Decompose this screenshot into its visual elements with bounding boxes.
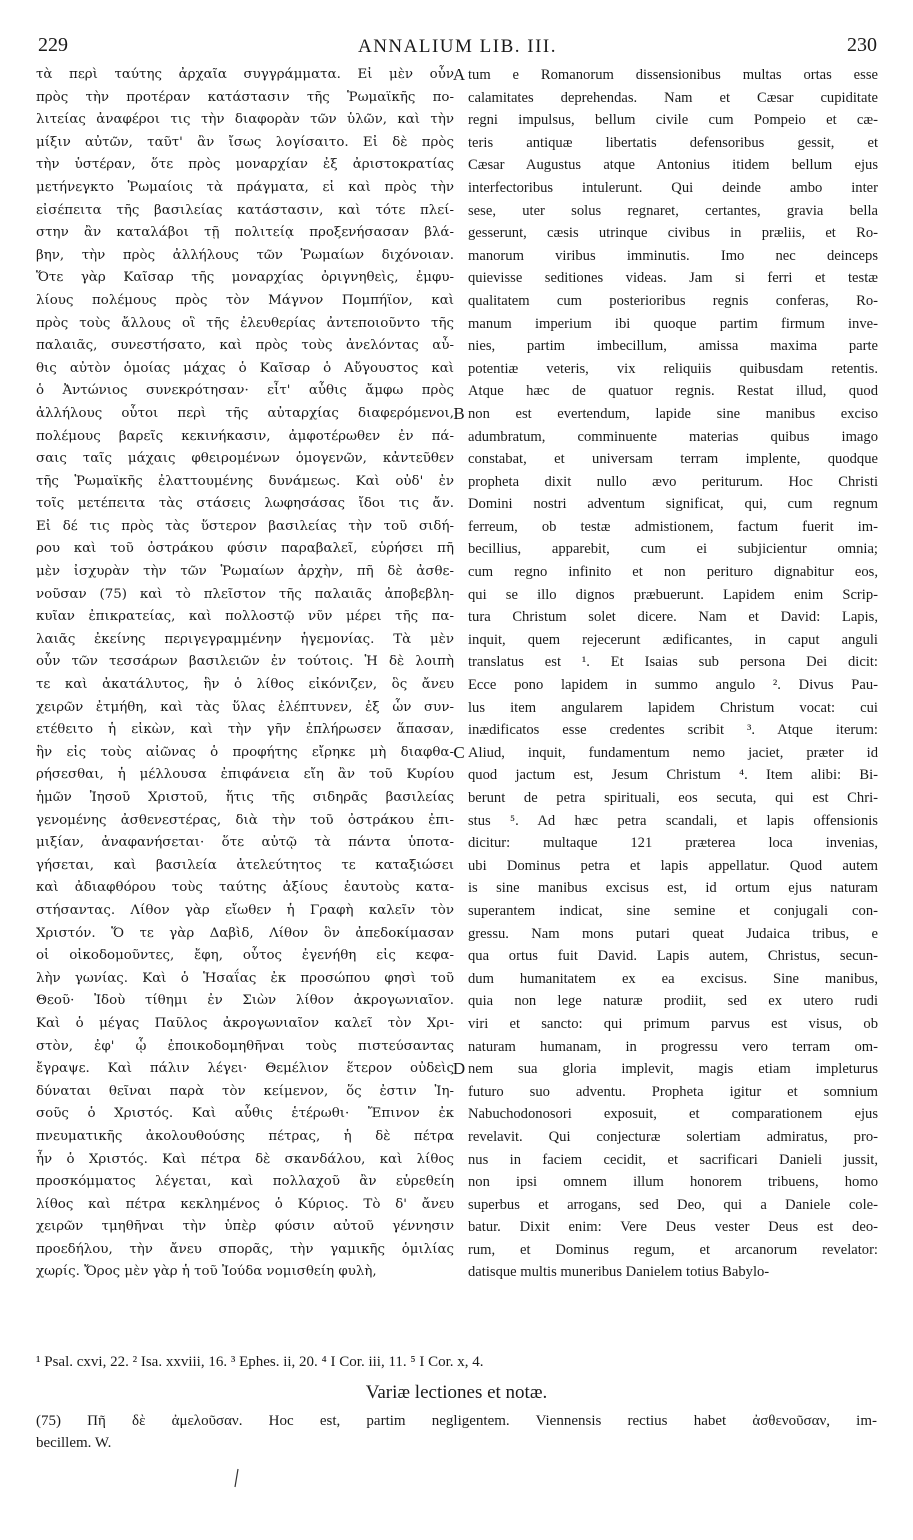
greek-text-line: λιτείας ἀναφέροι τις τὴν διαφορὰν τῶν ὑλῶν, καὶ τὴν — [36, 112, 454, 128]
greek-text-line: ἀλλήλους οὗτοι περὶ τῆς αὐταρχίας διαφερόμενοι, — [36, 405, 454, 421]
greek-text-line: σαις ταῖς μάχαις φθειρομένων ὁμογενῶν, κἀντεῦθεν — [36, 451, 454, 467]
latin-text-line: Ecce pono lapidem in summo angulo ². Divus Pau- — [468, 677, 878, 694]
footnotes: ¹ Psal. cxvi, 22. ² Isa. xxviii, 16. ³ Ephes. ii, 20. ⁴ I Cor. iii, 11. ⁵ I Cor. x, 4. — [36, 1354, 484, 1370]
greek-text-line: χειρῶν τμηθῆναι τὴν ὑπὲρ φύσιν αὐτοῦ γέννησιν — [36, 1219, 454, 1235]
stray-mark — [232, 1468, 242, 1488]
latin-text-line: Atque hæc de quatuor regnis. Restat illud, quod — [468, 383, 878, 400]
greek-text-line: καὶ ἀδιαφθόρου τοὺς ταύτης ἀξίους ἑαυτοὺς κατα- — [36, 880, 454, 896]
greek-text-line: μίξιν αὐτῶν, ταῦτ' ἂν ἴσως λογίσαιτο. Εἰ δὲ πρὸς — [36, 134, 454, 150]
greek-text-column — [36, 64, 454, 1346]
latin-text-line: is sine manibus excisus est, id ortum ejus naturam — [468, 880, 878, 897]
latin-text-line: constabat, et universam terram implente, quodque — [468, 451, 878, 468]
greek-text-line: νοῦσαν (75) καὶ τὸ πλεῖστον τῆς παλαιᾶς ἀποβεβλη- — [36, 586, 454, 602]
greek-text-line: ἡμῶν Ἰησοῦ Χριστοῦ, ἥτις τῆς σιδηρᾶς βασιλείας — [36, 790, 454, 805]
greek-text-line: Χριστόν. Ὅ τε γὰρ Δαβὶδ, Λίθον ὃν ἀπεδοκίμασαν — [36, 925, 454, 941]
latin-text-line: stus ⁵. Ad hæc petra scandali, et lapis offensionis — [468, 812, 878, 829]
latin-text-column — [468, 64, 878, 1346]
section-marker: C — [453, 743, 465, 762]
greek-text-line: οὖν τῶν τεσσάρων βασιλειῶν ἐν τούτοις. Ἡ δὲ λοιπὴ — [36, 654, 454, 670]
greek-text-line: μετήνεγκτο Ῥωμαίοις τὰ πράγματα, εἰ καὶ πρὸς τὴν — [36, 179, 454, 195]
latin-text-line: qualitatem cum posterioribus regnis conferas, Ro- — [468, 292, 878, 309]
latin-text-line: potentiæ veteris, vix reliquiis quibusdam retentis. — [468, 360, 878, 377]
page-number-left: 229 — [38, 34, 68, 56]
greek-text-line: πρὸς τὴν προτέραν κατάστασιν τῆς Ῥωμαϊκῆς πο- — [36, 89, 454, 105]
latin-text-line: futuro suo adventu. Propheta igitur et somnium — [468, 1083, 878, 1100]
section-markers — [449, 64, 469, 1346]
latin-text-line: rum, et Dominus regum, et arcanorum revelator: — [468, 1241, 878, 1258]
section-marker: B — [453, 404, 465, 423]
greek-text-line: πολέμους βαρεῖς κεκινήκασιν, ἀμφοτέρωθεν ἐν πά- — [36, 428, 454, 444]
latin-text-line: superantem indicat, sine semine et conjugali con- — [468, 902, 878, 919]
latin-text-line: manum imperium ibi quoque partim firmum inve- — [468, 315, 878, 332]
greek-text-line: χειρῶν ἐτμήθη, καὶ τὰς ὕλας ἐλέπτυνεν, ἐξ ὧν συν- — [36, 699, 454, 715]
greek-text-line: γενομένης ἀσθενεστέρας, διὰ τὴν τοῦ ὀστράκου ἐπι- — [36, 812, 454, 828]
latin-text-line: cum regno infinito et non perituro dignabitur eos, — [468, 564, 878, 581]
greek-text-line: ετέθειτο ἡ εἰκὼν, καὶ τὴν γῆν ἐπλήρωσεν ἅπασαν, — [36, 722, 454, 738]
greek-text-line: δύναται θεῖναι παρὰ τὸν κείμενον, ὅς ἐστιν Ἰη- — [36, 1083, 454, 1099]
note-text-line: (75) Πῆ δὲ ἀμελοῦσαν. Hoc est, partim negligentem. Viennensis rectius habet ἀσθενοῦσαν, im- — [36, 1413, 877, 1429]
greek-text-line: χωρίς. Ὄρος μὲν γὰρ ἡ τοῦ Ἰούδα νομισθείη φυλὴ, — [36, 1264, 377, 1280]
greek-text-line: παλαιᾶς, συνεστήσατο, καὶ πρὸς τοὺς ἀνελόντας αὖ- — [36, 338, 454, 354]
greek-text-line: ἔγραψε. Καὶ πάλιν λέγει· Θεμέλιον ἕτερον οὐδεὶς — [36, 1061, 454, 1077]
latin-text-line: gressu. Nam mons putari queat Judaica tribus, e — [468, 925, 878, 942]
latin-text-line: viri et sancto: qui primum parvus est visus, ob — [468, 1015, 878, 1032]
greek-text-line: τὰ περὶ ταύτης ἀρχαῖα συγγράμματα. Εἰ μὲν οὖν — [36, 67, 454, 82]
latin-text-line: dum humanitatem ex ea excisus. Sine manibus, — [468, 970, 878, 987]
latin-text-line: batur. Dixit enim: Vere Deus vester Deus est deo- — [468, 1219, 878, 1236]
greek-text-line: στήσαντας. Λίθον γὰρ εἴωθεν ἡ Γραφὴ καλεῖν τὸν — [36, 902, 454, 918]
greek-text-line: σοῦς ὁ Χριστός. Καὶ αὖθις ἑτέρωθι· Ἔπινον ἐκ — [36, 1106, 454, 1122]
latin-text-line: ubi Dominus petra et lapis appellatur. Quod autem — [468, 857, 878, 874]
latin-text-line: nem sua gloria implevit, magis etiam impleturus — [468, 1061, 878, 1078]
latin-text-line: qua ortus fuit David. Lapis autem, Christus, secun- — [468, 948, 878, 965]
latin-text-line: nies, partim imbecillum, amissa maxima parte — [468, 338, 878, 355]
latin-text-line: regni impulsus, bellum civile cum Pompeio et cæ- — [468, 112, 878, 129]
latin-text-line: tura Christum solet dicere. Nam et David: Lapis, — [468, 609, 878, 626]
latin-text-line: ferreum, ob testæ admistionem, factum fuerit im- — [468, 518, 878, 535]
latin-text-line: inquit, quem rejecerunt ædificantes, in caput anguli — [468, 631, 878, 648]
latin-text-line: translatus est ¹. Et Isaias sub persona Dei dicit: — [468, 654, 878, 671]
latin-text-line: calamitates deprehendas. Nam et Cæsar cupiditate — [468, 89, 878, 106]
latin-text-line: quia non lege naturæ prodiit, sed ex utero rudi — [468, 993, 878, 1010]
running-title: ANNALIUM LIB. III. — [357, 36, 558, 57]
page-header — [38, 34, 877, 60]
latin-text-line: quod jactum est, Jesum Christum ⁴. Item alibi: Bi- — [468, 767, 878, 784]
section-marker: D — [452, 1059, 466, 1079]
greek-text-line: Θεοῦ· Ἰδοὺ τίθημι ἐν Σιὼν λίθον ἀκρογωνιαῖον. — [36, 993, 454, 1009]
greek-text-line: Ὅτε γὰρ Καῖσαρ τῆς μοναρχίας ὀριγνηθεὶς, ἐμφυ- — [36, 270, 454, 286]
variant-note — [36, 1410, 877, 1454]
greek-text-line: τὴν ὑστέραν, ὅτε πρὸς μοναρχίαν ἐξ ἀριστοκρατίας — [36, 157, 454, 173]
greek-text-line: Καὶ ὁ μέγας Παῦλος ἀκρογωνιαῖον καλεῖ τὸν Χρι- — [36, 1015, 454, 1031]
greek-text-line: προσκόμματος λέγεται, καὶ πολλαχοῦ ἂν εὑρεθείη — [36, 1174, 454, 1190]
greek-text-line: στην ἂν καταλάβοι τῇ πολιτείᾳ προξενήσασαν βλά- — [36, 225, 454, 241]
notes-title: Variæ lectiones et notæ. — [365, 1382, 548, 1403]
latin-text-line: quievisse seditiones videas. Jam si ferri et testæ — [468, 270, 878, 287]
greek-text-line: Εἰ δέ τις πρὸς τὰς ὕστερον βασιλείας τὴν τοῦ σιδή- — [36, 518, 454, 534]
latin-text-line: dicitur: multaque 121 præterea loca invenias, — [468, 835, 878, 852]
latin-text-line: non ipsi omnem illum honorem tribuens, homo — [468, 1174, 878, 1191]
latin-text-line: datisque multis muneribus Danielem totius Babylo- — [468, 1264, 770, 1281]
latin-text-line: revelavit. Qui conjecturæ solertiam admiratus, pro- — [468, 1128, 878, 1145]
greek-text-line: εἰσέπειτα τῆς βασιλείας κατάστασιν, καὶ τότε πλεί- — [36, 202, 454, 218]
greek-text-line: στὸν, ἐφ' ᾧ ἐποικοδομηθῆναι τοὺς πιστεύσαντας — [36, 1038, 454, 1054]
latin-text-line: interfectoribus intulerunt. Qui deinde ambo inter — [468, 179, 878, 196]
greek-text-line: κυῖαν ἐπικρατείας, καὶ πολλοστῷ νῦν μέρει τῆς πα- — [36, 609, 454, 625]
latin-text-line: inædificatos esse credentes scribit ³. Atque iterum: — [468, 722, 878, 739]
latin-text-line: Domini nostri adventum significat, qui, cum regnum — [468, 496, 878, 513]
greek-text-line: τοῖς μετέπειτα τὰς στάσεις λωφησάσας ἴδοι τις ἄν. — [36, 496, 454, 512]
greek-text-line: θις αὐτὸν ὁμοίας μάχας ὁ Καῖσαρ ὁ Αὔγουστος καὶ — [36, 360, 454, 376]
greek-text-line: λίθος καὶ πέτρα κεκλημένος ὁ Κύριος. Τὸ δ' ἄνευ — [36, 1196, 454, 1212]
greek-text-line: λὴν γωνίας. Καὶ ὁ Ἡσαΐας ἐκ προσώπου φησὶ τοῦ — [36, 970, 454, 986]
note-text-line: becillem. W. — [36, 1435, 112, 1451]
greek-text-line: ἣν εἰς τοὺς αἰῶνας ὁ προφήτης εἴρηκε μὴ διαφθα- — [36, 744, 454, 760]
greek-text-line: λίους πολέμους πρὸς τὸν Μάγνον Πομπήϊον, καὶ — [36, 292, 454, 308]
latin-text-line: berunt de petra spirituali, eos secuta, qui est Chri- — [468, 790, 878, 806]
greek-text-line: προεδήλου, τὴν ἄνευ σπορᾶς, τὴν γαμικῆς ὁμιλίας — [36, 1241, 454, 1257]
latin-text-line: naturam humanam, in progressu vero terram om- — [468, 1038, 878, 1055]
latin-text-line: tum e Romanorum dissensionibus multas ortas esse — [468, 67, 878, 83]
latin-text-line: becillius, apparebit, cum ei subjicientur omnia; — [468, 541, 878, 558]
latin-text-line: manorum viribus imminutis. Imo nec deinceps — [468, 247, 878, 264]
greek-text-line: τῆς Ῥωμαϊκῆς ἐλαττουμένης δυνάμεως. Καὶ οὐδ' ἐν — [36, 473, 454, 489]
latin-text-line: propheta dixit nullo ævo periturum. Hoc Christi — [468, 473, 878, 490]
greek-text-line: οἱ οἰκοδομοῦντες, ἔφη, οὗτος ἐγενήθη εἰς κεφα- — [36, 948, 454, 964]
greek-text-line: μιξίαν, ἀναφανήσεται· ὅτε αὐτῷ τὰ πάντα ὑποτα- — [36, 835, 454, 851]
greek-text-line: λαιᾶς ἐκείνης περιγεγραμμένην ἡγεμονίας. Τὰ μὲν — [36, 631, 454, 647]
latin-text-line: qui se illo dignos præbuerunt. Lapidem enim Scrip- — [468, 586, 878, 603]
latin-text-line: Cæsar Augustus atque Antonius itidem bellum ejus — [468, 157, 878, 174]
latin-text-line: sese, uter solus regnaret, certantes, gravia bella — [468, 202, 878, 219]
greek-text-line: πρὸς τοὺς ἄλλους οἳ τῆς ἐλευθερίας ἀντεποιοῦντο τῆς — [36, 315, 454, 331]
latin-text-line: Nabuchodonosori exposuit, et comparationem ejus — [468, 1106, 878, 1123]
greek-text-line: ρήσεσθαι, ἡ μέλλουσα ἐπιφάνεια εἴη ἂν τοῦ Κυρίου — [36, 767, 454, 783]
greek-text-line: πνευματικῆς ἀκολουθούσης πέτρας, ἡ δὲ πέτρα — [36, 1128, 454, 1144]
latin-text-line: non est evertendum, lapide sine manibus exciso — [468, 405, 878, 422]
latin-text-line: lus item angularem lapidem Christum vocat: cui — [468, 699, 878, 716]
section-marker: A — [452, 65, 466, 84]
latin-text-line: teris antiquæ libertatis defensoribus gessit, et — [468, 134, 878, 151]
greek-text-line: γήσεται, καὶ βασιλεία ἀτελεύτητος τε καταξιώσει — [36, 857, 454, 873]
greek-text-line: ρου καὶ τοῦ ὀστράκου φύσιν παραβαλεῖ, εὑρήσει πῆ — [36, 541, 454, 557]
latin-text-line: Aliud, inquit, fundamentum nemo jaciet, præter id — [468, 744, 878, 761]
latin-text-line: adumbratum, comminuente materias quibus imago — [468, 428, 878, 445]
greek-text-line: μὲν ἰσχυρὰν τὴν τῶν Ῥωμαίων ἀρχὴν, πῆ δὲ ἀσθε- — [36, 564, 454, 580]
latin-text-line: gesserunt, cæsis utrinque civibus in præliis, et Ro- — [468, 225, 878, 242]
greek-text-line: τε καὶ ἀκατάλυτος, ἣν ὁ λίθος εἰκόνιζεν, ὃς ἄνευ — [36, 677, 454, 693]
latin-text-line: nus in faciem cecidit, et sacrificari Danieli jussit, — [468, 1151, 878, 1168]
greek-text-line: ἦν ὁ Χριστός. Καὶ πέτρα δὲ σκανδάλου, καὶ λίθος — [36, 1151, 454, 1167]
greek-text-line: ὁ Ἀντώνιος συνεκρότησαν· εἶτ' αὖθις ἄμφω πρὸς — [36, 383, 454, 399]
latin-text-line: superbus et arrogans, sed Deo, qui a Daniele cole- — [468, 1196, 878, 1213]
greek-text-line: βην, τὴν πρὸς ἀλλήλους τῶν Ῥωμαίων διχόνοιαν. — [36, 247, 454, 263]
page-number-right: 230 — [847, 34, 877, 56]
